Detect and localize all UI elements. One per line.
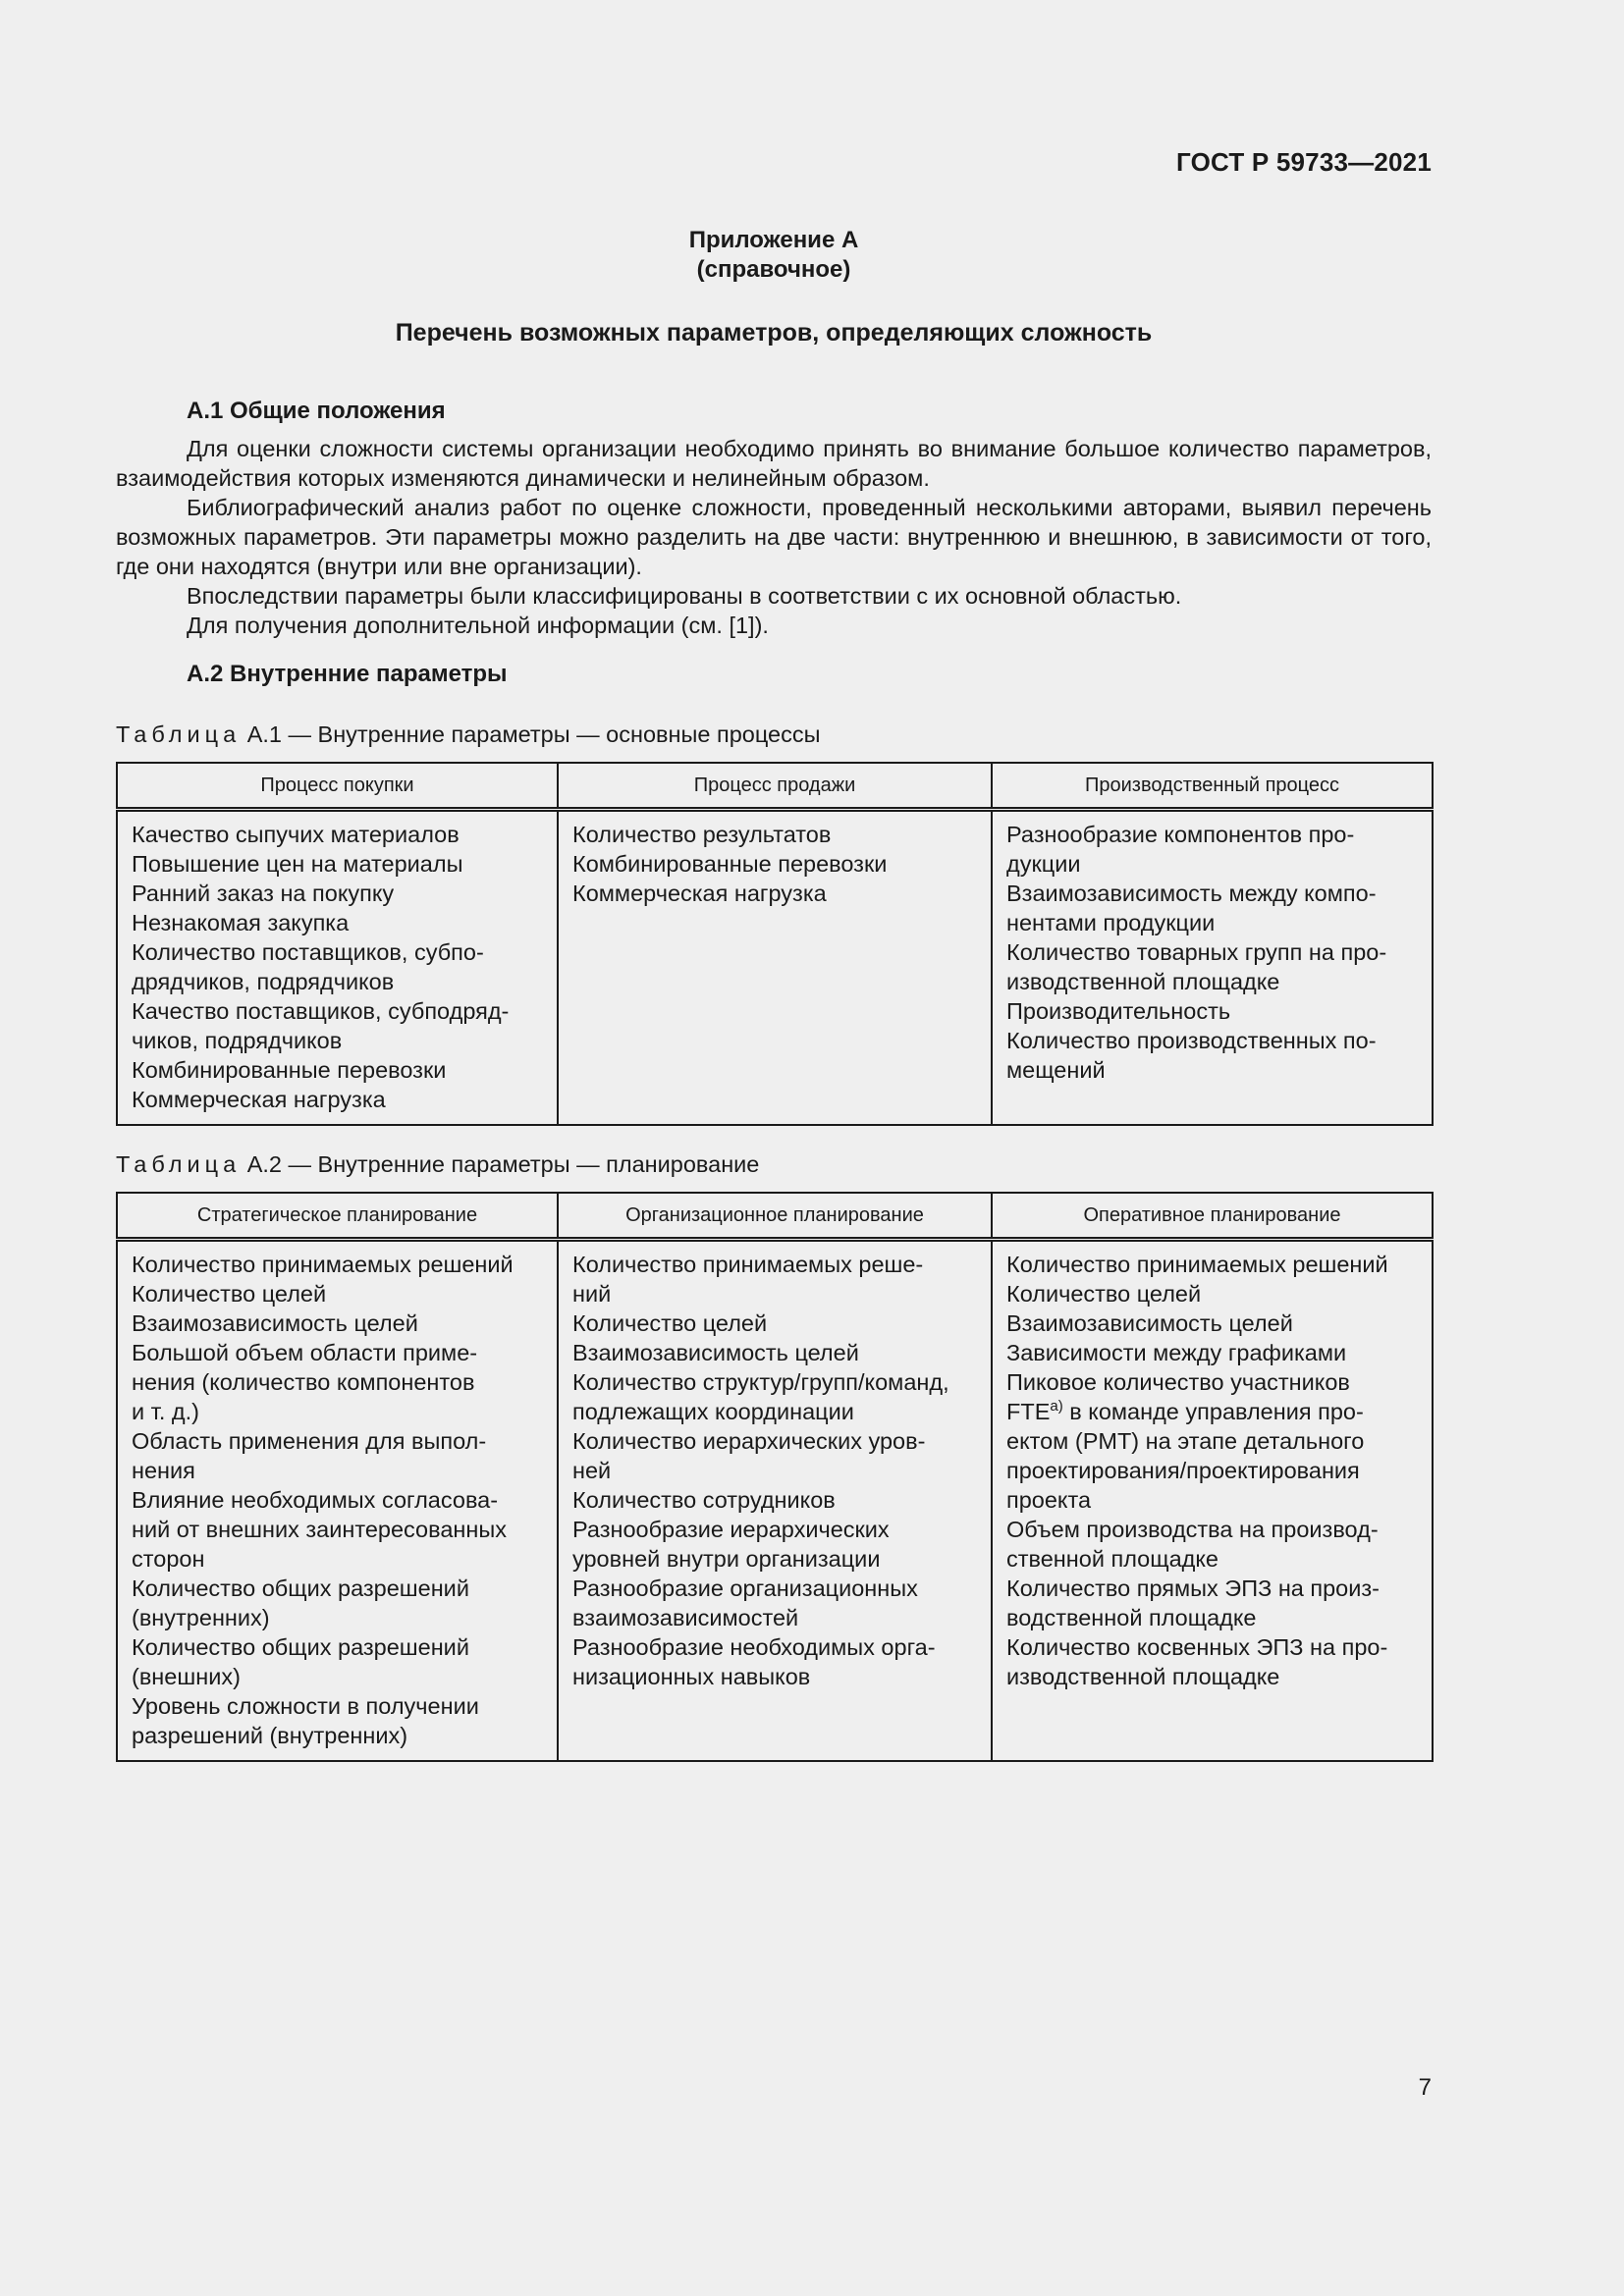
section-heading-a2: А.2 Внутренние параметры [187,661,508,687]
cell-line: ний от внешних заинтересованных [132,1517,508,1542]
caption-text: А.2 — Внутренние параметры — планирование [246,1151,760,1177]
intro-paragraph: Впоследствии параметры были классифицированы в соответствии с их основной областью. [187,583,1182,609]
cell-line: Взаимозависимость между компо- [1006,881,1377,906]
fte-rest: в команде управления про- [1062,1399,1364,1424]
appendix-title: Приложение А [688,227,859,253]
cell-line: Количество общих разрешений [132,1634,469,1660]
caption-prefix: Таблица [116,721,242,747]
cell-line: Взаимозависимость целей [572,1340,859,1365]
column-header: Организационное планирование [558,1193,992,1240]
document-code: ГОСТ Р 59733—2021 [1176,147,1432,177]
cell-line: ний [572,1281,612,1307]
cell-line: низационных навыков [572,1664,811,1689]
cell-line: Большой объем области приме- [132,1340,478,1365]
column-header: Стратегическое планирование [117,1193,558,1240]
cell-line: Количество результатов [572,822,832,847]
cell-line: взаимозависимостей [572,1605,799,1630]
cell-line: Количество прямых ЭПЗ на произ- [1006,1575,1380,1601]
page-number: 7 [1418,2074,1432,2101]
cell-line: Количество косвенных ЭПЗ на про- [1006,1634,1388,1660]
cell-line: Производительность [1006,998,1231,1024]
cell-line: Комбинированные перевозки [132,1057,447,1083]
caption-text: А.1 — Внутренние параметры — основные процессы [246,721,821,747]
appendix-subtitle: (справочное) [696,256,851,283]
cell-line: Количество товарных групп на про- [1006,939,1387,965]
cell-line: нения (количество компонентов [132,1369,475,1395]
cell-line: разрешений (внутренних) [132,1723,408,1748]
cell-line: Количество целей [1006,1281,1202,1307]
table-cell [558,1240,992,1762]
cell-line: Объем производства на производ- [1006,1517,1379,1542]
cell-line: Ранний заказ на покупку [132,881,395,906]
cell-line: Разнообразие иерархических [572,1517,890,1542]
cell-line: чиков, подрядчиков [132,1028,343,1053]
cell-line: Количество целей [572,1310,768,1336]
cell-line: проекта [1006,1487,1092,1513]
cell-line: Количество иерархических уров- [572,1428,926,1454]
cell-line: изводственной площадке [1006,969,1280,994]
cell-line: Зависимости между графиками [1006,1340,1347,1365]
column-header: Процесс продажи [558,763,992,810]
column-header: Производственный процесс [992,763,1433,810]
cell-line: уровней внутри организации [572,1546,881,1572]
cell-line: Количество структур/групп/команд, [572,1369,949,1395]
caption-prefix: Таблица [116,1151,242,1177]
cell-line: Количество общих разрешений [132,1575,469,1601]
footnote-mark: а) [1050,1398,1063,1415]
cell-line: ней [572,1458,612,1483]
fte-abbr: FTE [1006,1399,1051,1424]
cell-line: ектом (PMT) на этапе детального [1006,1428,1365,1454]
cell-line: нентами продукции [1006,910,1216,935]
cell-line: водственной площадке [1006,1605,1257,1630]
table-cell [558,810,992,1126]
cell-line: Количество производственных по- [1006,1028,1377,1053]
cell-line: Количество принимаемых реше- [572,1252,924,1277]
intro-paragraph: Библиографический анализ работ по оценке сложности, проведенный несколькими авторами, выявил перечень возможных параметров. Эти параметры можно разделить на две части: внутреннюю и внешнюю, в зависимости от того, где они находятся (внутри или вне организации). [116,495,1432,579]
intro-paragraph: Для оценки сложности системы организации необходимо принять во внимание большое количество параметров, взаимодействия которых изменяются динамически и нелинейным образом. [116,436,1432,491]
table-caption-a1 [116,721,821,748]
table-row [117,1240,1433,1762]
cell-line-fte [1006,1397,1418,1426]
table-a1 [116,762,1434,1126]
cell-line: Разнообразие организационных [572,1575,918,1601]
cell-line: Комбинированные перевозки [572,851,888,877]
cell-line: изводственной площадке [1006,1664,1280,1689]
cell-line: Количество принимаемых решений [132,1252,514,1277]
cell-line: Качество поставщиков, субподряд- [132,998,510,1024]
cell-line: Коммерческая нагрузка [572,881,827,906]
cell-line: Качество сыпучих материалов [132,822,460,847]
intro-paragraph: Для получения дополнительной информации (см. [1]). [187,613,769,638]
cell-line: Взаимозависимость целей [132,1310,418,1336]
table-cell [992,810,1433,1126]
cell-line: (внешних) [132,1664,241,1689]
table-cell [117,1240,558,1762]
section-heading-a1: А.1 Общие положения [187,398,446,424]
column-header: Оперативное планирование [992,1193,1433,1240]
cell-line: Влияние необходимых согласова- [132,1487,499,1513]
cell-line: ственной площадке [1006,1546,1218,1572]
table-header-row [117,1193,1433,1240]
table-row [117,810,1433,1126]
cell-line: дукции [1006,851,1081,877]
cell-line: Количество принимаемых решений [1006,1252,1388,1277]
appendix-heading [116,226,1432,285]
cell-line: Пиковое количество участников [1006,1369,1350,1395]
cell-line: сторон [132,1546,205,1572]
main-title: Перечень возможных параметров, определяющих сложность [395,319,1153,347]
cell-line: Разнообразие необходимых орга- [572,1634,936,1660]
cell-line: Повышение цен на материалы [132,851,463,877]
table-cell [117,810,558,1126]
cell-line: мещений [1006,1057,1106,1083]
cell-line: дрядчиков, подрядчиков [132,969,395,994]
cell-line: Количество целей [132,1281,327,1307]
cell-line: Область применения для выпол- [132,1428,487,1454]
table-a2 [116,1192,1434,1762]
table-header-row [117,763,1433,810]
table-cell [992,1240,1433,1762]
cell-line: нения [132,1458,195,1483]
cell-line: Разнообразие компонентов про- [1006,822,1355,847]
cell-line: проектирования/проектирования [1006,1458,1360,1483]
cell-line: Взаимозависимость целей [1006,1310,1293,1336]
cell-line: Незнакомая закупка [132,910,350,935]
intro-text [116,434,1432,640]
cell-line: Количество сотрудников [572,1487,836,1513]
cell-line: Уровень сложности в получении [132,1693,479,1719]
cell-line: Количество поставщиков, субпо- [132,939,484,965]
cell-line: и т. д.) [132,1399,199,1424]
document-page [116,0,1432,2296]
table-caption-a2 [116,1151,759,1178]
cell-line: подлежащих координации [572,1399,854,1424]
cell-line: Коммерческая нагрузка [132,1087,386,1112]
cell-line: (внутренних) [132,1605,270,1630]
column-header: Процесс покупки [117,763,558,810]
